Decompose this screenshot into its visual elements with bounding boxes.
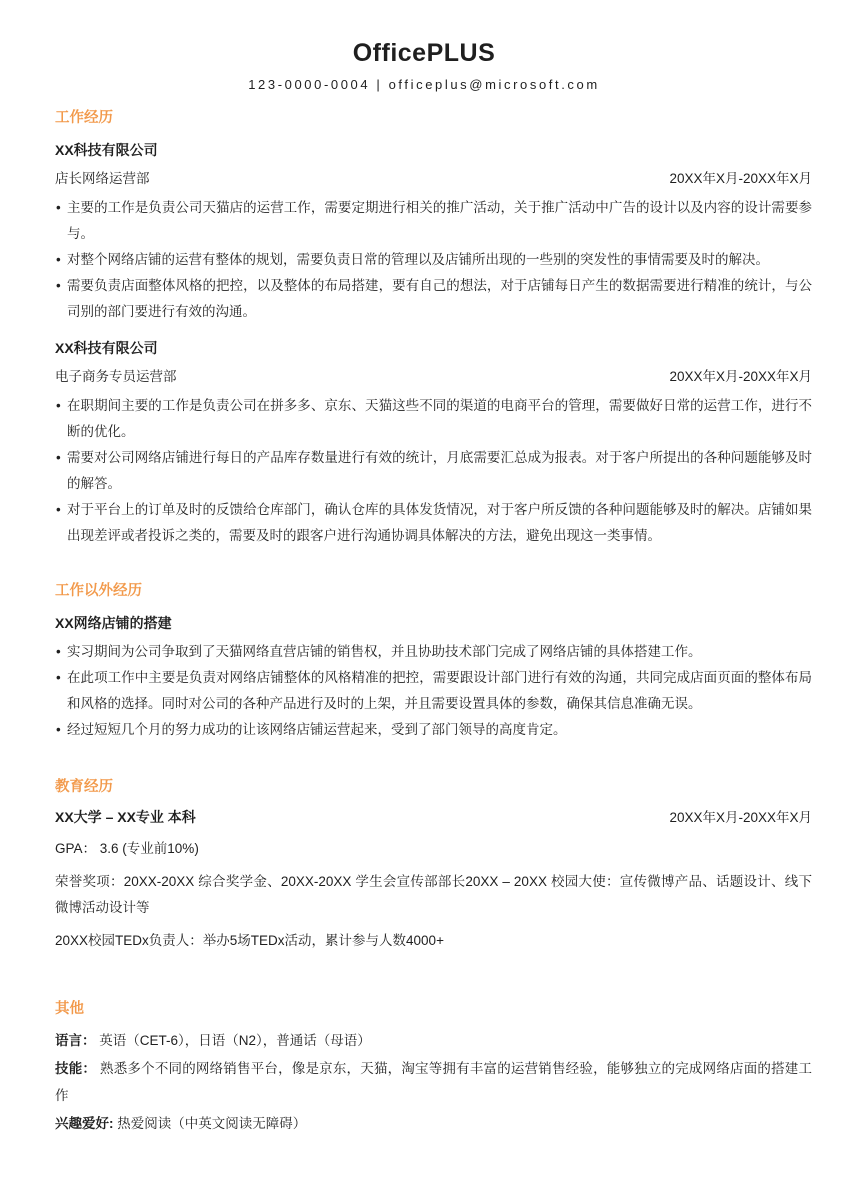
section-extra-experience: [55, 582, 812, 743]
company-name: XX科技有限公司: [55, 340, 158, 356]
education-head-row: [55, 808, 812, 827]
role-row: [55, 170, 812, 188]
company-name: XX科技有限公司: [55, 142, 158, 158]
section-title-education: 教育经历: [55, 779, 113, 795]
language-label: 语言：: [55, 1033, 96, 1048]
skills-label: 技能：: [55, 1061, 97, 1076]
section-title-other: 其他: [55, 1001, 84, 1017]
project-bullet-list: [55, 639, 812, 743]
bullet-item: • 需要负责店面整体风格的把控，以及整体的布局搭建，要有自己的想法，对于店铺每日产生的数据需要进行精准的统计，与公司别的部门要进行有效的沟通。: [55, 273, 812, 325]
resume-header: [0, 0, 848, 92]
job-role: 店长网络运营部: [55, 171, 150, 186]
contact-line: 123-0000-0004 | officeplus@microsoft.com: [248, 77, 600, 92]
bullet-item: • 在此项工作中主要是负责对网络店铺整体的风格精准的把控，需要跟设计部门进行有效的沟通，共同完成店面页面的整体布局和风格的选择。同时对公司的各种产品进行及时的上架，并且需要设置具体的参数，确保其信息准确无误。: [55, 665, 812, 717]
job-date: 20XX年X月-20XX年X月: [669, 369, 812, 384]
hobby-line: [55, 1110, 812, 1137]
resume-body: [0, 109, 848, 1137]
project-name: XX网络店铺的搭建: [55, 615, 172, 631]
bullet-item: • 经过短短几个月的努力成功的让该网络店铺运营起来，受到了部门领导的高度肯定。: [55, 717, 812, 743]
gpa-line: [55, 836, 812, 862]
language-line: [55, 1027, 812, 1054]
hobby-label: 兴趣爱好:: [55, 1116, 114, 1131]
hobby-text: 热爱阅读（中英文阅读无障碍）: [117, 1116, 307, 1131]
page-title: OfficePLUS: [352, 39, 496, 67]
bullet-item: • 主要的工作是负责公司天猫店的运营工作，需要定期进行相关的推广活动，关于推广活动中广告的设计以及内容的设计需要参与。: [55, 195, 812, 247]
bullet-item: • 对于平台上的订单及时的反馈给仓库部门，确认仓库的具体发货情况，对于客户所反馈的各种问题能够及时的解决。店铺如果出现差评或者投诉之类的，需要及时的跟客户进行沟通协调具体解决的方法，避免出现这一类事情。: [55, 497, 812, 549]
language-text: 英语（CET-6），日语（N2），普通话（母语）: [99, 1033, 371, 1048]
skills-text: 熟悉多个不同的网络销售平台，像是京东，天猫，淘宝等拥有丰富的运营销售经验，能够独立的完成网络店面的搭建工作: [55, 1061, 812, 1103]
bullet-item: • 对整个网络店铺的运营有整体的规划，需要负责日常的管理以及店铺所出现的一些别的突发性的事情需要及时的解决。: [55, 247, 812, 273]
gpa-value: 3.6 (专业前10%): [99, 841, 199, 856]
honors-line: 荣誉奖项：20XX-20XX 综合奖学金、20XX-20XX 学生会宣传部部长20XX – 20XX 校园大使：宣传微博产品、话题设计、线下微博活动设计等: [55, 874, 812, 915]
section-title-extra: 工作以外经历: [55, 583, 142, 599]
school-name: XX大学 – XX专业 本科: [55, 809, 196, 825]
section-work-experience: [55, 109, 812, 549]
tedx-line: 20XX校园TEDx负责人：举办5场TEDx活动，累计参与人数4000+: [55, 933, 444, 948]
section-education: [55, 778, 812, 954]
skills-line: [55, 1055, 812, 1109]
bullet-item: • 需要对公司网络店铺进行每日的产品库存数量进行有效的统计，月底需要汇总成为报表。对于客户所提出的各种问题能够及时的解答。: [55, 445, 812, 497]
job-bullet-list: [55, 195, 812, 325]
job-bullet-list: [55, 393, 812, 549]
bullet-item: • 实习期间为公司争取到了天猫网络直营店铺的销售权，并且协助技术部门完成了网络店铺的具体搭建工作。: [55, 639, 812, 665]
gpa-label: GPA：: [55, 841, 97, 856]
section-title-work: 工作经历: [55, 110, 113, 126]
bullet-item: • 在职期间主要的工作是负责公司在拼多多、京东、天猫这些不同的渠道的电商平台的管理，需要做好日常的运营工作，进行不断的优化。: [55, 393, 812, 445]
role-row: [55, 368, 812, 386]
job-role: 电子商务专员运营部: [55, 369, 177, 384]
education-date: 20XX年X月-20XX年X月: [669, 810, 812, 825]
section-other: [55, 1000, 812, 1137]
job-date: 20XX年X月-20XX年X月: [669, 171, 812, 186]
